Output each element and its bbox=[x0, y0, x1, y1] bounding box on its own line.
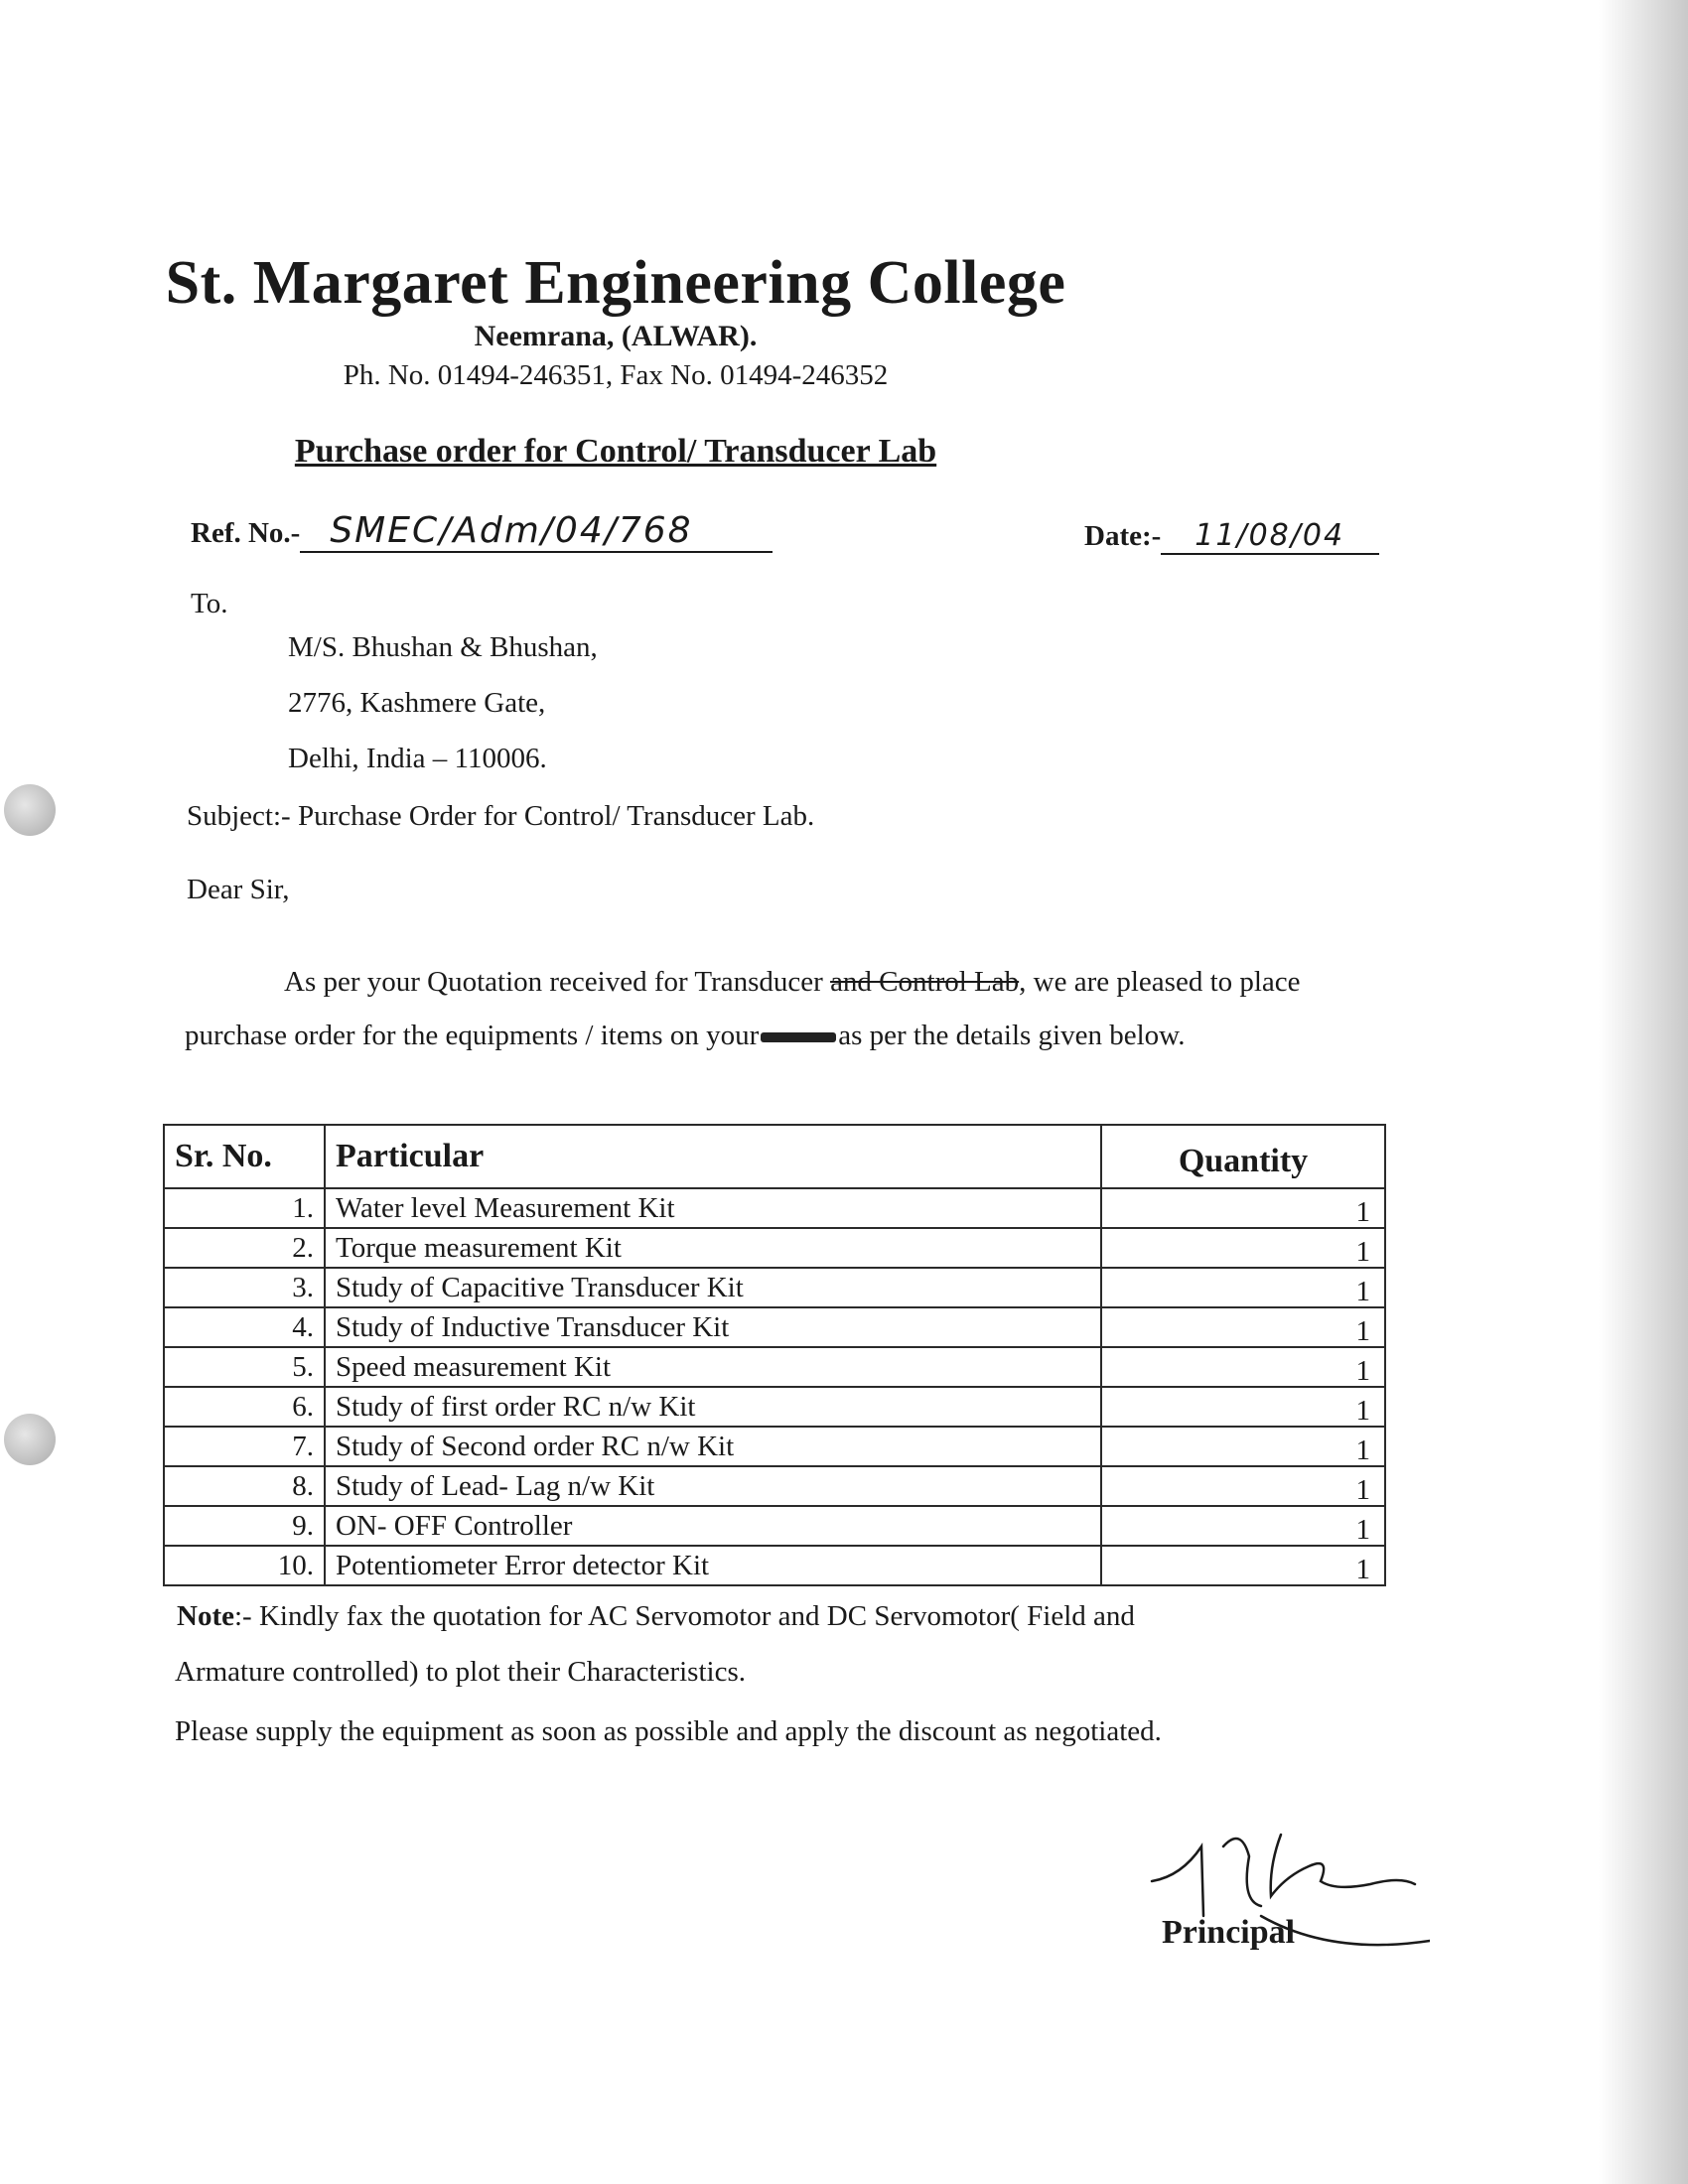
punch-hole-bottom bbox=[4, 1414, 56, 1465]
body-paragraph bbox=[185, 955, 1366, 1062]
row-quantity: 1 bbox=[1101, 1228, 1385, 1268]
punch-hole-top bbox=[4, 784, 56, 836]
subject-line: Subject:- Purchase Order for Control/ Transducer Lab. bbox=[187, 800, 815, 832]
row-particular: Potentiometer Error detector Kit bbox=[325, 1546, 1101, 1585]
body-text-part1: As per your Quotation received for Transducer bbox=[284, 966, 831, 998]
recipient-city: Delhi, India – 110006. bbox=[288, 743, 547, 774]
greeting: Dear Sir, bbox=[187, 874, 290, 905]
row-sr: 6. bbox=[164, 1387, 325, 1427]
college-location: Neemrana, (ALWAR). bbox=[474, 320, 758, 352]
row-sr: 9. bbox=[164, 1506, 325, 1546]
row-quantity: 1 bbox=[1101, 1506, 1385, 1546]
header-quantity: Quantity bbox=[1101, 1125, 1385, 1188]
note-line-1 bbox=[177, 1600, 1135, 1633]
row-particular: Study of Capacitive Transducer Kit bbox=[325, 1268, 1101, 1307]
row-sr: 1. bbox=[164, 1188, 325, 1228]
table-row bbox=[164, 1188, 1385, 1228]
college-contact: Ph. No. 01494-246351, Fax No. 01494-246352 bbox=[343, 359, 889, 391]
row-sr: 2. bbox=[164, 1228, 325, 1268]
table-header-row bbox=[164, 1125, 1385, 1188]
header-particular: Particular bbox=[325, 1125, 1101, 1188]
row-quantity: 1 bbox=[1101, 1268, 1385, 1307]
row-sr: 7. bbox=[164, 1427, 325, 1466]
table-row bbox=[164, 1347, 1385, 1387]
signatory-title: Principal bbox=[1162, 1914, 1296, 1951]
scribble-strikeout bbox=[761, 1032, 836, 1042]
document-title: Purchase order for Control/ Transducer Lab bbox=[294, 433, 937, 470]
row-particular: Speed measurement Kit bbox=[325, 1347, 1101, 1387]
table-row bbox=[164, 1268, 1385, 1307]
recipient-name: M/S. Bhushan & Bhushan, bbox=[288, 631, 598, 663]
row-sr: 3. bbox=[164, 1268, 325, 1307]
table-row bbox=[164, 1228, 1385, 1268]
ref-value-handwritten: SMEC/Adm/04/768 bbox=[300, 510, 773, 553]
table-row bbox=[164, 1387, 1385, 1427]
note-line-2: Armature controlled) to plot their Characteristics. bbox=[175, 1656, 746, 1688]
table-row bbox=[164, 1546, 1385, 1585]
date-label: Date:- bbox=[1084, 520, 1162, 552]
row-quantity: 1 bbox=[1101, 1387, 1385, 1427]
table-row bbox=[164, 1307, 1385, 1347]
row-particular: Water level Measurement Kit bbox=[325, 1188, 1101, 1228]
row-sr: 4. bbox=[164, 1307, 325, 1347]
items-table bbox=[163, 1124, 1386, 1586]
college-name: St. Margaret Engineering College bbox=[165, 249, 1066, 317]
note-label: Note bbox=[177, 1600, 234, 1632]
table-row bbox=[164, 1466, 1385, 1506]
row-sr: 10. bbox=[164, 1546, 325, 1585]
ref-label: Ref. No.- bbox=[191, 517, 301, 549]
row-particular: Study of Lead- Lag n/w Kit bbox=[325, 1466, 1101, 1506]
table-row bbox=[164, 1427, 1385, 1466]
body-text-part2: , we are pleased to place purchase order for the equipments / items on your bbox=[185, 966, 1301, 1051]
note-text-1: :- Kindly fax the quotation for AC Servomotor and DC Servomotor( Field and bbox=[233, 1600, 1135, 1632]
row-quantity: 1 bbox=[1101, 1466, 1385, 1506]
row-sr: 5. bbox=[164, 1347, 325, 1387]
row-particular: Torque measurement Kit bbox=[325, 1228, 1101, 1268]
row-particular: Study of first order RC n/w Kit bbox=[325, 1387, 1101, 1427]
page-edge-shadow bbox=[1599, 0, 1688, 2184]
date-field bbox=[1084, 518, 1379, 555]
recipient-street: 2776, Kashmere Gate, bbox=[288, 687, 546, 719]
row-quantity: 1 bbox=[1101, 1307, 1385, 1347]
row-quantity: 1 bbox=[1101, 1546, 1385, 1585]
row-quantity: 1 bbox=[1101, 1347, 1385, 1387]
row-quantity: 1 bbox=[1101, 1188, 1385, 1228]
body-text-part3: as per the details given below. bbox=[838, 1020, 1186, 1051]
date-value-handwritten: 11/08/04 bbox=[1161, 518, 1379, 555]
note-line-3: Please supply the equipment as soon as possible and apply the discount as negotiated. bbox=[175, 1715, 1162, 1747]
table-row bbox=[164, 1506, 1385, 1546]
row-particular: Study of Inductive Transducer Kit bbox=[325, 1307, 1101, 1347]
reference-number bbox=[191, 510, 773, 553]
row-particular: ON- OFF Controller bbox=[325, 1506, 1101, 1546]
to-label: To. bbox=[191, 588, 228, 619]
row-sr: 8. bbox=[164, 1466, 325, 1506]
row-quantity: 1 bbox=[1101, 1427, 1385, 1466]
header-sr-no: Sr. No. bbox=[164, 1125, 325, 1188]
body-text-struck: and Control Lab bbox=[830, 966, 1020, 998]
row-particular: Study of Second order RC n/w Kit bbox=[325, 1427, 1101, 1466]
